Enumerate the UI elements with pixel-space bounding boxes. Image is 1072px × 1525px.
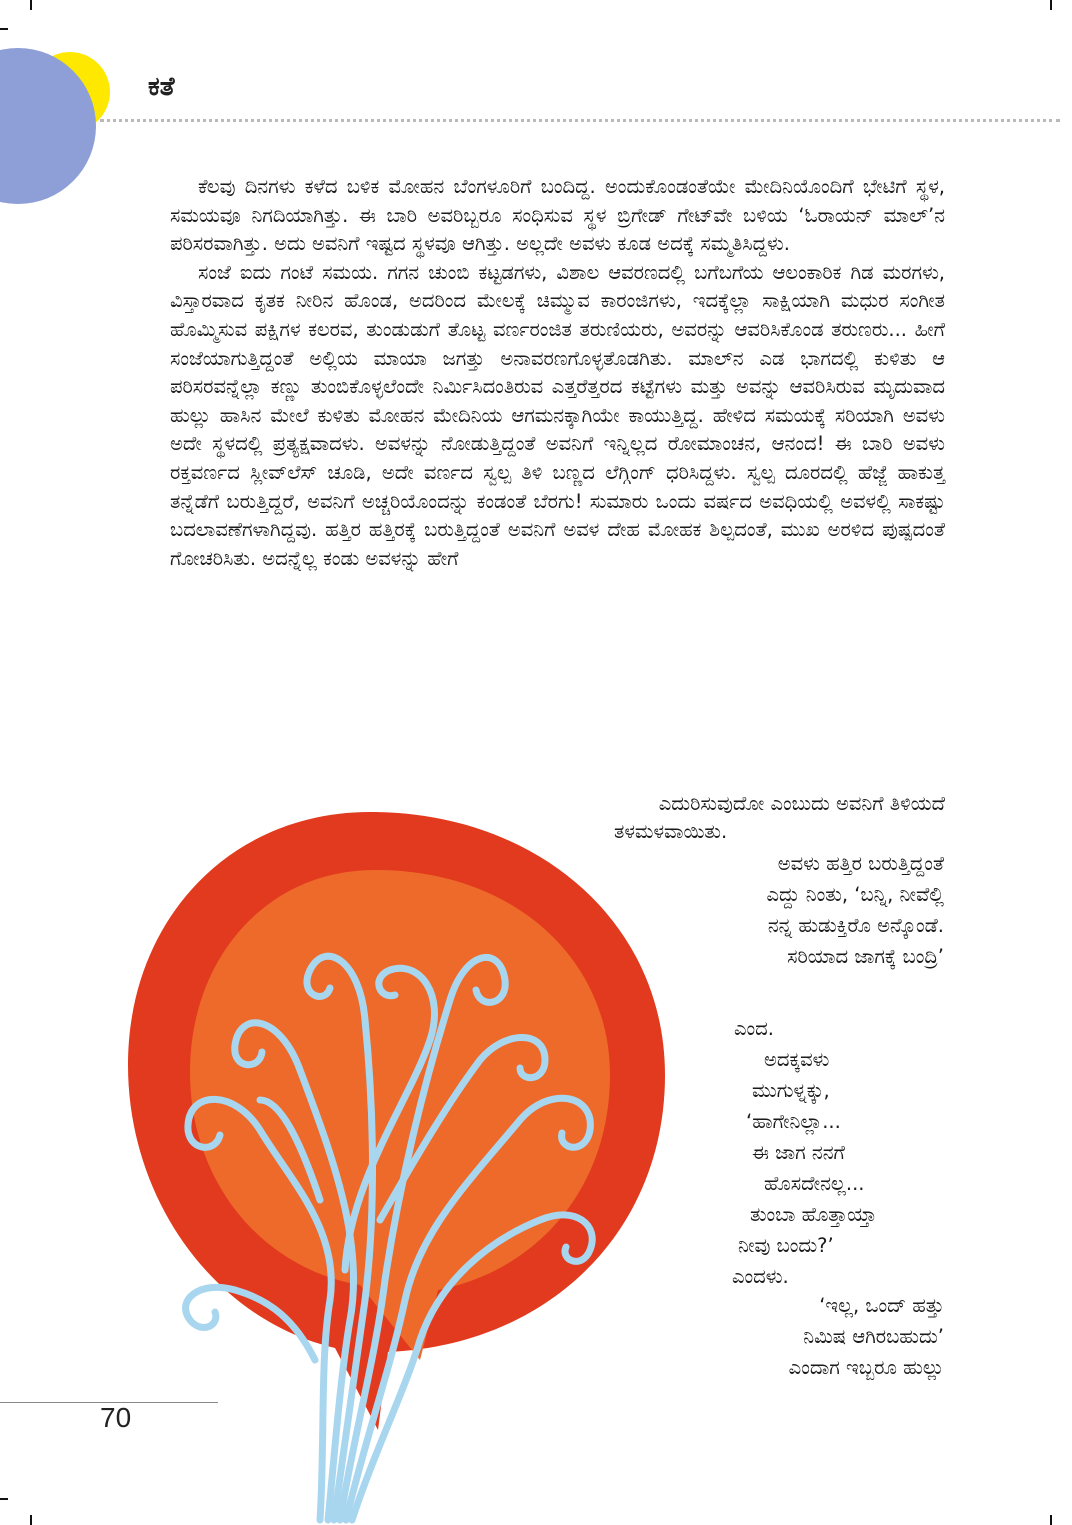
crop-mark bbox=[1050, 1515, 1052, 1525]
story-paragraph: ಸಂಜೆ ಐದು ಗಂಟೆ ಸಮಯ. ಗಗನ ಚುಂಬಿ ಕಟ್ಟಡಗಳು, ವಿಶಾಲ ಆವರಣದಲ್ಲಿ ಬಗೆಬಗೆಯ ಆಲಂಕಾರಿಕ ಗಿಡ ಮರಗಳು, ವಿಸ್ತಾರವಾದ ಕೃತಕ ನೀರಿನ ಹೊಂಡ, ಅದರಿಂದ ಮೇಲಕ್ಕೆ ಚಿಮ್ಮುವ ಕಾರಂಜಿಗಳು, ಇದಕ್ಕೆಲ್ಲಾ ಸಾಕ್ಷಿಯಾಗಿ ಮಧುರ ಸಂಗೀತ ಹೊಮ್ಮಿಸುವ ಪಕ್ಷಿಗಳ ಕಲರವ, ತುಂಡುಡುಗೆ ತೊಟ್ಟ ವರ್ಣರಂಜಿತ ತರುಣಿಯರು, ಅವರನ್ನು ಆವರಿಸಿಕೊಂಡ ತರುಣರು... ಹೀಗೆ ಸಂಜೆಯಾಗುತ್ತಿದ್ದಂತೆ ಅಲ್ಲಿಯ ಮಾಯಾ ಜಗತ್ತು ಅನಾವರಣಗೊಳ್ಳತೊಡಗಿತು. ಮಾಲ್‌ನ ಎಡ ಭಾಗದಲ್ಲಿ ಕುಳಿತು ಆ ಪರಿಸರವನ್ನೆಲ್ಲಾ ಕಣ್ಣು ತುಂಬಿಕೊಳ್ಳಲೆಂದೇ ನಿರ್ಮಿಸಿದಂತಿರುವ ಎತ್ತರೆತ್ತರದ ಕಟ್ಟೆಗಳು ಮತ್ತು ಅವನ್ನು ಆವರಿಸಿರುವ ಮೃದುವಾದ ಹುಲ್ಲು ಹಾಸಿನ ಮೇಲೆ ಕುಳಿತು ಮೋಹನ ಮೇದಿನಿಯ ಆಗಮನಕ್ಕಾಗಿಯೇ ಕಾಯುತ್ತಿದ್ದ. ಹೇಳಿದ ಸಮಯಕ್ಕೆ ಸರಿಯಾಗಿ ಅವಳು ಅದೇ ಸ್ಥಳದಲ್ಲಿ ಪ್ರತ್ಯಕ್ಷವಾದಳು. ಅವಳನ್ನು ನೋಡುತ್ತಿದ್ದಂತೆ ಅವನಿಗೆ ಇನ್ನಿಲ್ಲದ ರೋಮಾಂಚನ, ಆನಂದ! ಈ ಬಾರಿ ಅವಳು ರಕ್ತವರ್ಣದ ಸ್ಲೀವ್‌ಲೆಸ್ ಚೂಡಿ, ಅದೇ ವರ್ಣದ ಸ್ವಲ್ಪ ತಿಳಿ ಬಣ್ಣದ ಲೆಗ್ಗಿಂಗ್ ಧರಿಸಿದ್ದಳು. ಸ್ವಲ್ಪ ದೂರದಲ್ಲಿ ಹೆಜ್ಜೆ ಹಾಕುತ್ತ ತನ್ನೆಡೆಗೆ ಬರುತ್ತಿದ್ದರೆ, ಅವನಿಗೆ ಅಚ್ಚರಿಯೊಂದನ್ನು ಕಂಡಂತೆ ಬೆರಗು! ಸುಮಾರು ಒಂದು ವರ್ಷದ ಅವಧಿಯಲ್ಲಿ ಅವಳಲ್ಲಿ ಸಾಕಷ್ಟು ಬದಲಾವಣೆಗಳಾಗಿದ್ದವು. ಹತ್ತಿರ ಹತ್ತಿರಕ್ಕೆ ಬರುತ್ತಿದ್ದಂತೆ ಅವನಿಗೆ ಅವಳ ದೇಹ ಮೋಹಕ ಶಿಲ್ಪದಂತೆ, ಮುಖ ಅರಳಿದ ಪುಷ್ಪದಂತೆ ಗೋಚರಿಸಿತು. ಅದನ್ನೆಲ್ಲ ಕಂಡು ಅವಳನ್ನು ಹೇಗೆ bbox=[170, 260, 945, 570]
dotted-divider bbox=[100, 119, 1060, 122]
story-line: ಸರಿಯಾದ ಜಾಗಕ್ಕೆ ಬಂದ್ರಿ’ bbox=[787, 945, 944, 968]
story-line: ಎಂದಾಗ ಇಬ್ಬರೂ ಹುಲ್ಲು bbox=[788, 1356, 944, 1379]
story-line: ಎದುರಿಸುವುದೋ ಎಂಬುದು ಅವನಿಗೆ ತಿಳಿಯದೆ bbox=[658, 792, 945, 815]
story-line: ನನ್ನ ಹುಡುಕ್ತಿರೊ ಅನ್ಕೊಂಡೆ. bbox=[767, 914, 944, 937]
story-column bbox=[706, 1290, 944, 1383]
crop-mark bbox=[1050, 0, 1052, 10]
story-line: ಅವಳು ಹತ್ತಿರ ಬರುತ್ತಿದ್ದಂತೆ bbox=[777, 852, 944, 875]
story-body bbox=[170, 173, 945, 573]
story-line: ಈ ಜಾಗ ನನಗೆ bbox=[752, 1141, 845, 1164]
story-line: ಅದಕ್ಕವಳು bbox=[764, 1048, 830, 1071]
story-paragraph: ಕೆಲವು ದಿನಗಳು ಕಳೆದ ಬಳಿಕ ಮೋಹನ ಬೆಂಗಳೂರಿಗೆ ಬಂದಿದ್ದ. ಅಂದುಕೊಂಡಂತೆಯೇ ಮೇದಿನಿಯೊಂದಿಗೆ ಭೇಟಿಗೆ ಸ್ಥಳ, ಸಮಯವೂ ನಿಗದಿಯಾಗಿತ್ತು. ಈ ಬಾರಿ ಅವರಿಬ್ಬರೂ ಸಂಧಿಸುವ ಸ್ಥಳ ಬ್ರಿಗೇಡ್ ಗೇಟ್‌ವೇ ಬಳಿಯ ‘ಓರಾಯನ್ ಮಾಲ್’ನ ಪರಿಸರವಾಗಿತ್ತು. ಅದು ಅವನಿಗೆ ಇಷ್ಟದ ಸ್ಥಳವೂ ಆಗಿತ್ತು. ಅಲ್ಲದೇ ಅವಳು ಕೂಡ ಅದಕ್ಕೆ ಸಮ್ಮತಿಸಿದ್ದಳು. bbox=[170, 175, 945, 256]
speech-bubble-tree-illustration bbox=[120, 800, 680, 1525]
story-column bbox=[672, 848, 944, 972]
crop-mark bbox=[0, 1498, 8, 1500]
page-number: 70 bbox=[100, 1402, 132, 1433]
story-line: ನೀವು ಬಂದು?’ bbox=[738, 1234, 834, 1257]
story-column bbox=[732, 1013, 938, 1292]
story-line: ‘ಹಾಗೇನಿಲ್ಲಾ... bbox=[746, 1110, 841, 1133]
story-line: ನಿಮಿಷ ಆಗಿರಬಹುದು’ bbox=[803, 1325, 944, 1348]
story-line: ‘ಇಲ್ಲ, ಒಂದ್ ಹತ್ತು bbox=[819, 1294, 944, 1317]
section-label: ಕತೆ bbox=[148, 72, 175, 102]
story-line: ಎಂದ. bbox=[734, 1017, 774, 1040]
story-line: ಎದ್ದು ನಿಂತು, ‘ಬನ್ನಿ, ನೀವೆಲ್ಲಿ bbox=[766, 883, 944, 906]
story-line: ತಳಮಳವಾಯಿತು. bbox=[614, 820, 728, 843]
crop-mark bbox=[30, 1515, 32, 1525]
decorative-circles bbox=[0, 0, 140, 220]
story-line: ಹೊಸದೇನಲ್ಲ... bbox=[764, 1172, 865, 1195]
story-line: ಮುಗುಳ್ನಕ್ಕು, bbox=[752, 1079, 830, 1102]
story-line: ಎಂದಳು. bbox=[732, 1265, 789, 1288]
story-line: ತುಂಬಾ ಹೊತ್ತಾಯ್ತಾ bbox=[750, 1203, 877, 1226]
